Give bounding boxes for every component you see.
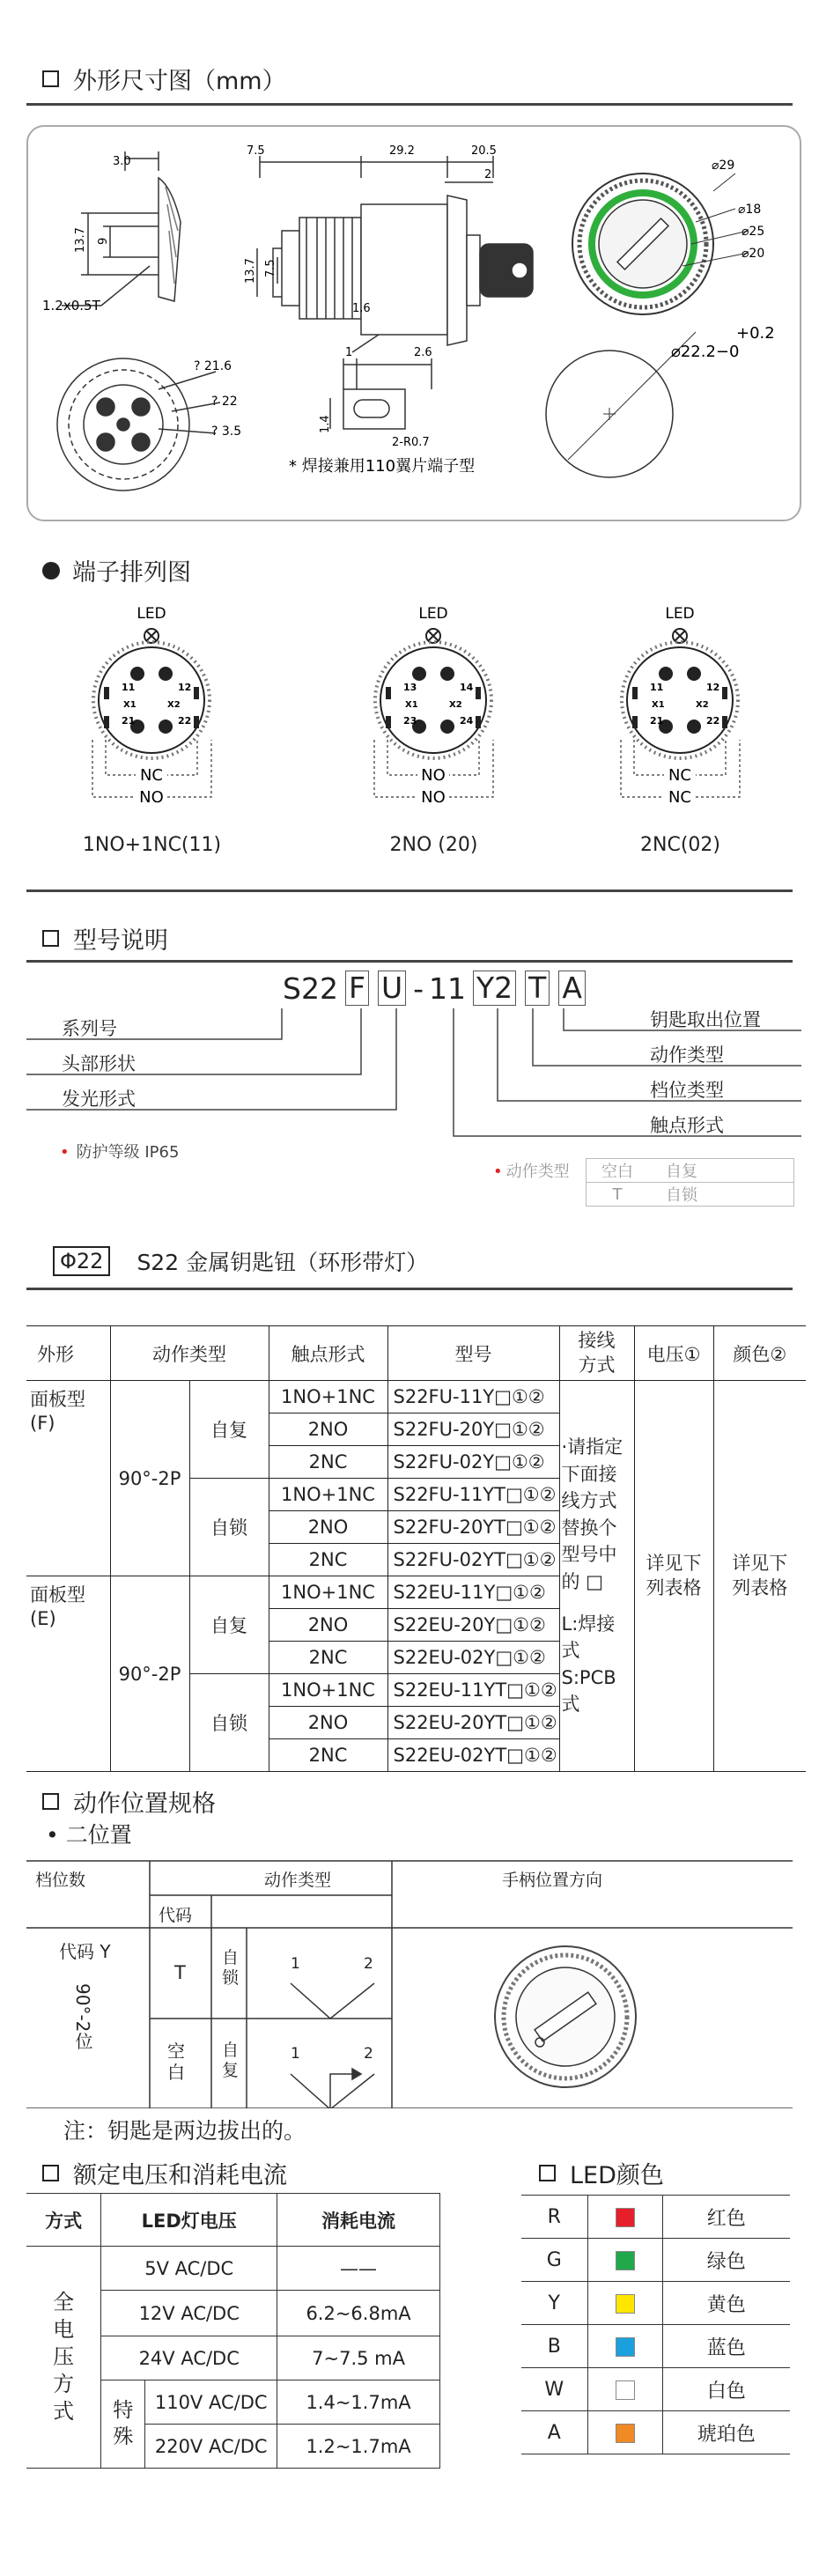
model-cell: S22EU-11YT□①② xyxy=(387,1674,559,1707)
contact-cell: 2NO xyxy=(269,1511,387,1544)
col-positions: 档位数 xyxy=(35,1871,86,1890)
led-code: B xyxy=(521,2325,587,2368)
pin-label: X1 xyxy=(405,700,418,710)
action-cell: 自锁 xyxy=(189,1674,269,1772)
type-self-reset: 自复 xyxy=(222,2041,240,2080)
header-cell: 动作类型 xyxy=(110,1326,269,1381)
spec-table-header xyxy=(26,1326,806,1381)
model-code xyxy=(280,969,590,1008)
label-position-type: 档位类型 xyxy=(650,1080,724,1101)
terminal-body xyxy=(380,647,486,753)
spec-table xyxy=(26,1325,806,1772)
note-text: * 焊接兼用110翼片端子型 xyxy=(289,457,476,476)
dim-label: ? 3.5 xyxy=(211,424,242,439)
led-color-name: 蓝色 xyxy=(662,2325,790,2368)
section-title-model: 型号说明 xyxy=(42,921,168,956)
contact-cell: 1NO+1NC xyxy=(269,1674,387,1707)
shape-cell: 面板型 (E) xyxy=(26,1576,110,1772)
led-code: A xyxy=(521,2411,587,2454)
type-self-lock: 自锁 xyxy=(222,1948,240,1988)
model-code-text: 11 xyxy=(429,971,467,1006)
dim-label: 20.5 xyxy=(471,144,497,158)
angle-label: 90°-2位 xyxy=(72,1983,93,2050)
action-table-lines xyxy=(26,1860,793,2108)
color-swatch-icon xyxy=(616,2251,635,2270)
model-code-box: U xyxy=(378,971,406,1006)
section-title-dimensions: 外形尺寸图（mm） xyxy=(42,62,286,96)
contact-cell: 2NC xyxy=(269,1642,387,1674)
model-cell: S22FU-20Y□①② xyxy=(387,1413,559,1446)
bullet-dot-icon xyxy=(42,562,60,579)
voltage-cell: 24V AC/DC xyxy=(101,2336,277,2380)
angle-cell: 90°-2P xyxy=(110,1576,189,1772)
contact-cell: 2NC xyxy=(269,1739,387,1772)
voltage-note-cell: 详见下 列表格 xyxy=(634,1381,713,1772)
contact-label: NC xyxy=(668,766,692,785)
dim-label: 2-R0.7 xyxy=(392,436,430,449)
led-color-row xyxy=(521,2368,790,2411)
model-code-box: T xyxy=(525,971,550,1006)
dim-label: ⌀25 xyxy=(742,225,765,239)
led-color-table xyxy=(521,2195,790,2454)
dim-label: 7.5 xyxy=(264,259,277,277)
voltage-cell: 220V AC/DC xyxy=(145,2425,277,2469)
terminal-diagram xyxy=(70,599,247,845)
led-swatch-cell xyxy=(587,2325,662,2368)
series-badge: Φ22 xyxy=(53,1246,110,1276)
header-cell: 接线 方式 xyxy=(559,1326,634,1381)
contact-label: NO xyxy=(421,788,446,807)
pin-label: 24 xyxy=(460,715,474,727)
led-color-name: 黄色 xyxy=(662,2282,790,2325)
dim-label: ⌀18 xyxy=(738,203,762,217)
color-swatch-icon xyxy=(616,2208,635,2227)
contact-label: NO xyxy=(421,766,446,785)
model-cell: S22EU-20YT□①② xyxy=(387,1707,559,1739)
model-code-box: F xyxy=(345,971,369,1006)
voltage-table xyxy=(26,2193,440,2469)
action-cell: 自复 xyxy=(189,1381,269,1479)
color-swatch-icon xyxy=(616,2337,635,2357)
voltage-table-header xyxy=(26,2194,440,2247)
action-key: • 动作类型 xyxy=(493,1163,570,1181)
current-cell: 7~7.5 mA xyxy=(277,2336,440,2380)
contact-cell: 2NC xyxy=(269,1544,387,1576)
divider xyxy=(26,960,793,963)
led-color-row xyxy=(521,2239,790,2282)
checkbox-icon xyxy=(42,2165,59,2181)
dimension-drawing xyxy=(26,125,801,521)
led-swatch-cell xyxy=(587,2411,662,2454)
contact-cell: 2NO xyxy=(269,1609,387,1642)
contact-label: NO xyxy=(139,788,164,807)
spec-table-wrap xyxy=(26,1325,806,1772)
dim-label: 13.7 xyxy=(244,258,257,284)
spec-table-row xyxy=(26,1381,806,1413)
voltage-table-wrap xyxy=(26,2193,440,2469)
led-label: LED xyxy=(136,605,166,623)
header-cell: 电压① xyxy=(634,1326,713,1381)
handle-position-drawing xyxy=(495,1946,636,2087)
label-contact-form: 触点形式 xyxy=(650,1115,724,1136)
model-cell: S22FU-11YT□①② xyxy=(387,1479,559,1511)
dim-label: ⌀20 xyxy=(742,247,765,261)
model-code-text: S22 xyxy=(283,971,338,1006)
terminal-caption: 1NO+1NC(11) xyxy=(82,834,222,856)
led-label: LED xyxy=(418,605,448,623)
color-swatch-icon xyxy=(616,2294,635,2314)
wiring-cell xyxy=(559,1381,634,1772)
angle-cell: 90°-2P xyxy=(110,1381,189,1576)
dim-label: 1.4 xyxy=(319,415,332,433)
model-cell: S22FU-02YT□①② xyxy=(387,1544,559,1576)
terminal-diagram xyxy=(352,599,528,845)
voltage-cell: 5V AC/DC xyxy=(101,2247,277,2291)
color-swatch-icon xyxy=(616,2380,635,2400)
switch-side-drawing xyxy=(257,156,533,352)
color-swatch-icon xyxy=(616,2424,635,2443)
pin-label: 22 xyxy=(178,715,192,727)
pin-label: 22 xyxy=(706,715,720,727)
model-cell: S22FU-20YT□①② xyxy=(387,1511,559,1544)
terminal-body xyxy=(627,647,733,753)
divider xyxy=(26,103,793,106)
checkbox-icon xyxy=(42,1793,59,1810)
pin-label: X2 xyxy=(696,700,709,710)
dim-label: ? 22 xyxy=(211,395,238,409)
led-color-row xyxy=(521,2196,790,2239)
position-1-label: 1 xyxy=(291,2045,300,2063)
led-code: R xyxy=(521,2196,587,2239)
dim-label: 9 xyxy=(97,237,110,245)
led-color-row xyxy=(521,2282,790,2325)
pin-label: X2 xyxy=(167,700,181,710)
pin-label: X1 xyxy=(123,700,136,710)
header-cell: 颜色② xyxy=(713,1326,806,1381)
current-cell: 6.2~6.8mA xyxy=(277,2291,440,2336)
label-series: 系列号 xyxy=(62,1018,117,1039)
dim-label: ⌀29 xyxy=(712,159,735,173)
tolerance-label: +0.2 xyxy=(736,324,775,343)
header-cell: 型号 xyxy=(387,1326,559,1381)
label-light-form: 发光形式 xyxy=(62,1089,136,1110)
contact-cell: 2NO xyxy=(269,1707,387,1739)
led-color-name: 绿色 xyxy=(662,2239,790,2282)
pin-label: 12 xyxy=(178,682,192,693)
code-t: T xyxy=(174,1962,186,1983)
voltage-row xyxy=(26,2247,440,2291)
series-title: S22 金属钥匙钮（环形带灯） xyxy=(136,1250,429,1275)
led-code: G xyxy=(521,2239,587,2282)
model-cell: S22EU-02YT□①② xyxy=(387,1739,559,1772)
model-cell: S22FU-11Y□①② xyxy=(387,1381,559,1413)
led-color-name: 白色 xyxy=(662,2368,790,2411)
col-code: 代码 xyxy=(159,1906,193,1925)
color-note-cell: 详见下 列表格 xyxy=(713,1381,806,1772)
model-code-text: - xyxy=(413,971,424,1006)
led-label: LED xyxy=(665,605,695,623)
led-color-name: 红色 xyxy=(662,2196,790,2239)
wiring-options: L:焊接式 S:PCB式 xyxy=(561,1613,616,1716)
checkbox-icon xyxy=(42,70,59,87)
action-spec-table xyxy=(26,1860,793,2108)
action-cell: 自锁 xyxy=(189,1479,269,1576)
led-code: Y xyxy=(521,2282,587,2325)
current-cell: 1.4~1.7mA xyxy=(277,2380,440,2425)
terminal-tab-drawing xyxy=(330,358,432,429)
protection-note: • 防护等级 IP65 xyxy=(60,1143,180,1162)
dim-label: 1 xyxy=(345,346,353,359)
label-key-removal: 钥匙取出位置 xyxy=(650,1009,761,1030)
shape-cell: 面板型 (F) xyxy=(26,1381,110,1576)
dim-label: 7.5 xyxy=(247,144,265,158)
header-cell: 方式 xyxy=(26,2194,101,2247)
contact-cell: 1NO+1NC xyxy=(269,1381,387,1413)
action-key-table xyxy=(586,1158,794,1207)
led-code: W xyxy=(521,2368,587,2411)
model-cell: S22EU-11Y□①② xyxy=(387,1576,559,1609)
series-heading xyxy=(53,1245,428,1277)
divider xyxy=(26,889,793,892)
pin-label: 14 xyxy=(460,682,474,693)
dim-label: 1.2x0.5T xyxy=(42,298,100,314)
led-swatch-cell xyxy=(587,2368,662,2411)
pin-label: X2 xyxy=(449,700,462,710)
action-key-meaning: 自锁 xyxy=(666,1186,697,1205)
model-cell: S22FU-02Y□①② xyxy=(387,1446,559,1479)
action-subtitle: • 二位置 xyxy=(46,1822,132,1848)
contact-cell: 2NO xyxy=(269,1413,387,1446)
pin-label: 12 xyxy=(706,682,720,693)
rear-view-drawing xyxy=(57,358,220,491)
section-title-terminal: 端子排列图 xyxy=(42,553,191,587)
divider xyxy=(26,1288,793,1290)
pin-label: 11 xyxy=(650,682,664,693)
dim-label: 3.0 xyxy=(113,155,131,168)
key-note: 注：钥匙是两边拔出的。 xyxy=(63,2118,306,2144)
led-color-row xyxy=(521,2411,790,2454)
pin-label: 13 xyxy=(403,682,417,693)
position-2-label: 2 xyxy=(364,1955,373,1973)
code-blank: 空白 xyxy=(167,2041,185,2083)
red-bullet-icon: • xyxy=(493,1163,503,1181)
header-cell: 触点形式 xyxy=(269,1326,387,1381)
checkbox-icon xyxy=(42,930,59,947)
model-code-box: A xyxy=(558,971,586,1006)
position-1-label: 1 xyxy=(291,1955,300,1973)
dim-label: ⌀22.2−0 xyxy=(671,343,740,361)
model-code-box: Y2 xyxy=(473,971,516,1006)
led-swatch-cell xyxy=(587,2196,662,2239)
dim-label: ? 21.6 xyxy=(194,359,232,373)
checkbox-icon xyxy=(539,2165,556,2181)
led-color-name: 琥珀色 xyxy=(662,2411,790,2454)
action-key-meaning: 自复 xyxy=(666,1163,697,1181)
label-action-type: 动作类型 xyxy=(650,1044,724,1066)
contact-label: NC xyxy=(668,788,692,807)
header-cell: 消耗电流 xyxy=(277,2194,440,2247)
col-handle-direction: 手柄位置方向 xyxy=(502,1871,603,1890)
led-table-wrap xyxy=(521,2195,790,2454)
current-cell: 1.2~1.7mA xyxy=(277,2425,440,2469)
wiring-note: ·请指定下面接线方式替换个型号中的 □ xyxy=(561,1436,623,1592)
position-2-label: 2 xyxy=(364,2045,373,2063)
terminal-caption: 2NC(02) xyxy=(640,834,720,856)
voltage-cell: 12V AC/DC xyxy=(101,2291,277,2336)
dim-label: 2.6 xyxy=(414,346,432,359)
red-bullet-icon: • xyxy=(60,1143,70,1162)
code-y: 代码 Y xyxy=(59,1941,111,1962)
pin-label: X1 xyxy=(652,700,665,710)
led-swatch-cell xyxy=(587,2282,662,2325)
contact-label: NC xyxy=(139,766,164,785)
header-cell: 外形 xyxy=(26,1326,110,1381)
contact-cell: 2NC xyxy=(269,1446,387,1479)
dim-label: 2 xyxy=(484,168,492,181)
led-swatch-cell xyxy=(587,2239,662,2282)
dim-label: 29.2 xyxy=(389,144,415,158)
action-key-code: 空白 xyxy=(601,1163,633,1181)
model-cell: S22EU-20Y□①② xyxy=(387,1609,559,1642)
label-head-shape: 头部形状 xyxy=(62,1053,136,1074)
pin-label: 21 xyxy=(650,715,664,727)
led-color-row xyxy=(521,2325,790,2368)
front-view-drawing xyxy=(572,173,749,314)
dim-label: 13.7 xyxy=(74,227,87,253)
pin-label: 11 xyxy=(122,682,136,693)
special-cell: 特殊 xyxy=(101,2380,145,2469)
col-action-type: 动作类型 xyxy=(264,1871,332,1890)
section-title-voltage: 额定电压和消耗电流 xyxy=(42,2156,287,2190)
dim-label: 1.6 xyxy=(352,302,371,315)
header-cell: LED灯电压 xyxy=(101,2194,277,2247)
model-cell: S22EU-02Y□①② xyxy=(387,1642,559,1674)
action-key-code: T xyxy=(612,1185,623,1204)
method-cell: 全电压方式 xyxy=(26,2247,101,2469)
current-cell: —— xyxy=(277,2247,440,2291)
pin-label: 23 xyxy=(403,715,417,727)
action-cell: 自复 xyxy=(189,1576,269,1674)
section-title-led: LED颜色 xyxy=(539,2156,664,2190)
pin-label: 21 xyxy=(122,715,136,727)
voltage-cell: 110V AC/DC xyxy=(145,2380,277,2425)
contact-cell: 1NO+1NC xyxy=(269,1576,387,1609)
contact-cell: 1NO+1NC xyxy=(269,1479,387,1511)
terminal-caption: 2NO (20) xyxy=(389,834,478,856)
terminal-body xyxy=(99,647,204,753)
terminal-diagram xyxy=(599,599,775,845)
section-title-action: 动作位置规格 xyxy=(42,1784,216,1819)
